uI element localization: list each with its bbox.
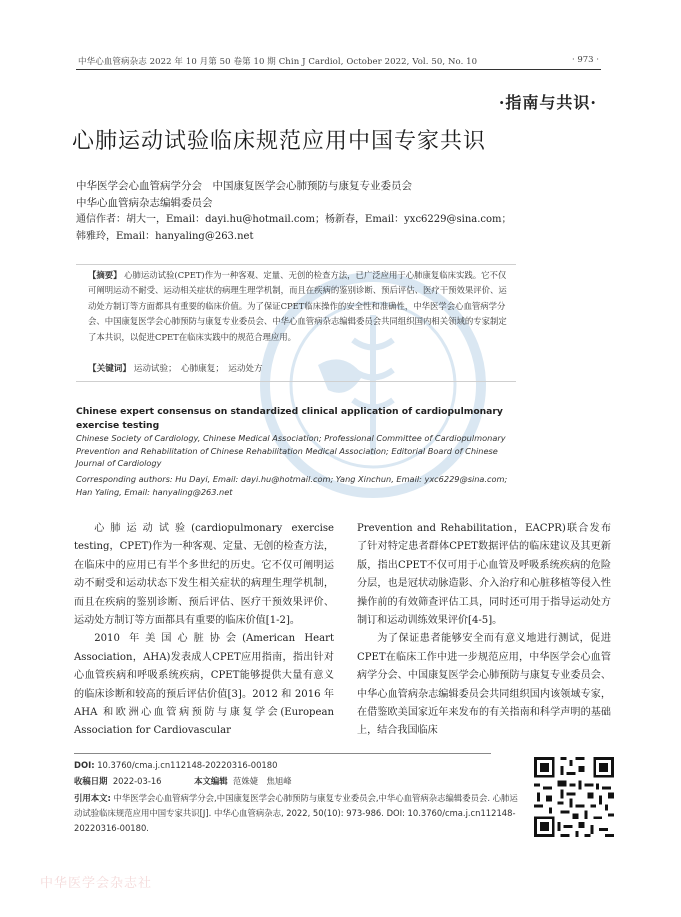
citation-text: 中华医学会心血管病学分会,中国康复医学会心肺预防与康复专业委员会,中华心血管病杂志编辑委员会. 心肺运动试验临床规范应用中国专家共识[J]. 中华心血管病杂志, 2022, 50(10): 973-986. DOI: 10.3760/cma.j.cn112148-20220316-00180. — [74, 793, 518, 833]
author-list — [76, 178, 516, 211]
doi-line — [74, 758, 520, 773]
body-paragraph: 2010 年美国心脏协会(American Heart Association，AHA)发表成人CPET应用指南，指出针对心血管疾病和呼吸系统疾病，CPET能够提供大量有意义的临床诊断和较高的预后评估价值[3]。2012 和 2016 年 AHA 和欧洲心血管病预防与康复学会(European Association for Cardiovascular — [74, 633, 334, 737]
abstract — [88, 268, 508, 345]
abstract-label: 【摘要】 — [88, 270, 122, 280]
doi-value[interactable]: 10.3760/cma.j.cn112148-20220316-00180 — [97, 760, 278, 770]
section-tag: ·指南与共识· — [498, 93, 597, 112]
footer-rule — [74, 753, 491, 754]
keywords-label: 【关键词】 — [88, 364, 131, 374]
doi-label: DOI: — [74, 760, 95, 770]
publisher-watermark: 中华医学会杂志社 — [40, 876, 153, 891]
author-line-2: 中华心血管病杂志编辑委员会 — [76, 196, 213, 209]
keywords-text: 运动试验； 心肺康复； 运动处方 — [133, 364, 263, 374]
abstract-text: 心肺运动试验(CPET)作为一种客观、定量、无创的检查方法，已广泛应用于心肺康复临床实践。它不仅可阐明运动不耐受、运动相关症状的病理生理学机制，而且在疾病的鉴别诊断、预后评估、医疗干预效果评价、运动处方制订等方面都具有重要的临床价值。为了保证CPET临床操作的安全性和准确性，中华医学会心血管病学分会、中国康复医学会心肺预防与康复专业委员会、中华心血管病杂志编辑委员会共同组织国内相关领域的专家制定了本共识，以促进CPET在临床实践中的规范合理应用。 — [88, 270, 507, 342]
correspondence: 通信作者：胡大一，Email：dayi.hu@hotmail.com；杨新春，Email：yxc6229@sina.com；韩雅玲，Email：hanyaling@263.net — [76, 214, 512, 242]
english-correspondence: Corresponding authors: Hu Dayi, Email: dayi.hu@hotmail.com; Yang Xinchun, Email: yxc6229@sina.com; Han Yaling, Email: hanyaling@263.net — [76, 474, 508, 497]
body-paragraph: 心肺运动试验(cardiopulmonary exercise testing，CPET)作为一种客观、定量、无创的检查方法，在临床中的应用已有半个多世纪的历史。它不仅可阐明运动不耐受和运动状态下发生相关症状的病理生理学机制，而且在疾病的鉴别诊断、预后评估、医疗干预效果评价、运动处方制订等方面都具有重要的临床价值[1-2]。 — [74, 523, 334, 627]
header-rule — [76, 69, 601, 70]
editor-names: 范姝婕 焦旭峰 — [233, 776, 292, 786]
english-title: Chinese expert consensus on standardized clinical application of cardiopulmonary exercise testing — [76, 406, 503, 431]
body-left-column — [74, 520, 334, 741]
body-right-column — [357, 520, 611, 741]
citation — [74, 791, 520, 836]
body-paragraph: Prevention and Rehabilitation，EACPR)联合发布了针对特定患者群体CPET数据评估的临床建议及其更新版，指出CPET不仅可用于心血管及呼吸系统疾病的危险分层，也是冠状动脉造影、介入治疗和心脏移植等侵入性操作前的有效筛查评估工具，同时还可用于指导运动处方制订和运动训练效果评价[4-5]。 — [357, 523, 611, 627]
author-line-1: 中华医学会心血管病学分会 中国康复医学会心肺预防与康复专业委员会 — [76, 180, 412, 192]
received-line — [74, 774, 520, 789]
keywords — [88, 362, 508, 377]
received-label: 收稿日期 — [74, 776, 108, 786]
qr-code-icon[interactable] — [531, 754, 617, 840]
page-number: · 973 · — [571, 55, 599, 65]
english-authors: Chinese Society of Cardiology, Chinese Medical Association; Professional Committee of Cardiopulmonary Prevention and Rehabilitation of Chinese Rehabilitation Medical Association; Editorial Board of Chinese Journal of Cardiology — [76, 433, 506, 468]
citation-label: 引用本文: — [74, 793, 111, 803]
body-paragraph: 为了保证患者能够安全而有意义地进行测试，促进CPET在临床工作中进一步规范应用，中华医学会心血管病学分会、中国康复医学会心肺预防与康复专业委员会、中华心血管病杂志编辑委员会共同组织国内该领域专家，在借鉴欧美国家近年来发布的有关指南和科学声明的基础上，结合我国临床 — [357, 633, 611, 737]
running-head: 中华心血管病杂志 2022 年 10 月第 50 卷第 10 期 Chin J Cardiol, October 2022, Vol. 50, No. 10 — [78, 57, 478, 67]
editor-label: 本文编辑 — [194, 776, 228, 786]
received-date: 2022-03-16 — [112, 776, 162, 786]
article-title: 心肺运动试验临床规范应用中国专家共识 — [72, 129, 487, 154]
